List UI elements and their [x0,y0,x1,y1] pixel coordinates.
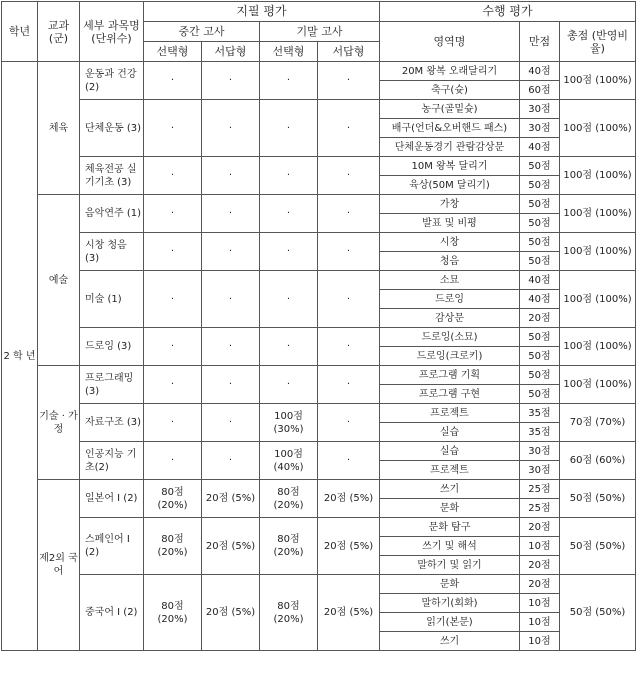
table-row [2,271,636,290]
domain-cell: 프로그램 구현 [380,385,520,404]
full-score-cell: 20점 [520,309,560,328]
midterm-sa-cell: · [202,404,260,442]
header-area: 교과(군) [38,2,80,62]
full-score-cell: 50점 [520,195,560,214]
full-score-cell: 20점 [520,556,560,575]
final-sa-cell: · [318,366,380,404]
final-mc-cell: · [260,62,318,100]
header-fin-mc: 선택형 [260,42,318,62]
domain-cell: 프로그램 기획 [380,366,520,385]
domain-cell: 청음 [380,252,520,271]
full-score-cell: 40점 [520,271,560,290]
subject-cell: 프로그래밍(3) [80,366,144,404]
full-score-cell: 30점 [520,119,560,138]
midterm-sa-cell: · [202,233,260,271]
subject-cell: 일본어 Ⅰ (2) [80,480,144,518]
full-score-cell: 30점 [520,461,560,480]
table-row [2,157,636,176]
table-body [2,62,636,651]
midterm-mc-cell: · [144,366,202,404]
table-row [2,328,636,347]
full-score-cell: 25점 [520,499,560,518]
subject-cell: 미술 (1) [80,271,144,328]
domain-cell: 문화 탐구 [380,518,520,537]
subject-cell: 중국어 Ⅰ (2) [80,575,144,651]
domain-cell: 문화 [380,575,520,594]
midterm-mc-cell: · [144,100,202,157]
full-score-cell: 40점 [520,62,560,81]
domain-cell: 드로잉(소묘) [380,328,520,347]
final-mc-cell: 80점 (20%) [260,575,318,651]
full-score-cell: 50점 [520,347,560,366]
total-cell: 100점 (100%) [560,328,636,366]
grade-cell: 2 학 년 [2,62,38,651]
header-total: 총점 (반영비율) [560,22,636,62]
midterm-sa-cell: · [202,157,260,195]
total-cell: 60점 (60%) [560,442,636,480]
total-cell: 100점 (100%) [560,157,636,195]
header-domain: 영역명 [380,22,520,62]
subject-cell: 자료구조 (3) [80,404,144,442]
table-row [2,195,636,214]
midterm-sa-cell: · [202,366,260,404]
final-sa-cell: · [318,195,380,233]
full-score-cell: 60점 [520,81,560,100]
full-score-cell: 50점 [520,385,560,404]
midterm-mc-cell: 80점 (20%) [144,480,202,518]
final-mc-cell: 100점 (30%) [260,404,318,442]
domain-cell: 말하기 및 읽기 [380,556,520,575]
final-sa-cell: 20점 (5%) [318,575,380,651]
final-mc-cell: 80점 (20%) [260,518,318,575]
subject-cell: 시창 청음 (3) [80,233,144,271]
domain-cell: 실습 [380,442,520,461]
domain-cell: 읽기(본문) [380,613,520,632]
domain-cell: 발표 및 비평 [380,214,520,233]
full-score-cell: 30점 [520,442,560,461]
area-cell: 예술 [38,195,80,366]
header-subject: 세부 과목명 (단위수) [80,2,144,62]
area-cell: 제2외 국어 [38,480,80,651]
full-score-cell: 50점 [520,214,560,233]
area-cell: 체육 [38,62,80,195]
full-score-cell: 40점 [520,290,560,309]
domain-cell: 육상(50M 달리기) [380,176,520,195]
midterm-mc-cell: · [144,195,202,233]
full-score-cell: 10점 [520,613,560,632]
domain-cell: 배구(언더&오버핸드 패스) [380,119,520,138]
full-score-cell: 50점 [520,176,560,195]
midterm-sa-cell: 20점 (5%) [202,518,260,575]
final-mc-cell: · [260,100,318,157]
midterm-mc-cell: · [144,233,202,271]
table-row [2,100,636,119]
table-row [2,442,636,461]
table-row [2,575,636,594]
full-score-cell: 50점 [520,233,560,252]
domain-cell: 드로잉(크로키) [380,347,520,366]
full-score-cell: 10점 [520,632,560,651]
midterm-mc-cell: · [144,157,202,195]
full-score-cell: 20점 [520,575,560,594]
total-cell: 100점 (100%) [560,366,636,404]
total-cell: 50점 (50%) [560,480,636,518]
midterm-mc-cell: 80점 (20%) [144,518,202,575]
header-mid-mc: 선택형 [144,42,202,62]
total-cell: 100점 (100%) [560,233,636,271]
header-grade: 학년 [2,2,38,62]
header-mid-sa: 서답형 [202,42,260,62]
full-score-cell: 40점 [520,138,560,157]
midterm-mc-cell: · [144,404,202,442]
domain-cell: 말하기(회화) [380,594,520,613]
total-cell: 100점 (100%) [560,195,636,233]
table-row [2,366,636,385]
domain-cell: 10M 왕복 달리기 [380,157,520,176]
midterm-sa-cell: · [202,442,260,480]
subject-cell: 음악연주 (1) [80,195,144,233]
final-sa-cell: 20점 (5%) [318,518,380,575]
header-fin-sa: 서답형 [318,42,380,62]
total-cell: 100점 (100%) [560,62,636,100]
domain-cell: 쓰기 [380,632,520,651]
domain-cell: 소묘 [380,271,520,290]
final-sa-cell: 20점 (5%) [318,480,380,518]
final-mc-cell: · [260,328,318,366]
total-cell: 100점 (100%) [560,271,636,328]
header-performance: 수행 평가 [380,2,636,22]
domain-cell: 감상문 [380,309,520,328]
table-row [2,62,636,81]
midterm-mc-cell: · [144,328,202,366]
total-cell: 50점 (50%) [560,575,636,651]
full-score-cell: 35점 [520,404,560,423]
domain-cell: 문화 [380,499,520,518]
midterm-sa-cell: · [202,271,260,328]
subject-cell: 운동과 건강 (2) [80,62,144,100]
final-mc-cell: · [260,195,318,233]
full-score-cell: 20점 [520,518,560,537]
domain-cell: 프로젝트 [380,404,520,423]
final-sa-cell: · [318,404,380,442]
full-score-cell: 35점 [520,423,560,442]
subject-cell: 체육전공 실기기초 (3) [80,157,144,195]
domain-cell: 농구(골밑슛) [380,100,520,119]
final-sa-cell: · [318,233,380,271]
final-mc-cell: · [260,366,318,404]
domain-cell: 쓰기 [380,480,520,499]
domain-cell: 시창 [380,233,520,252]
assessment-table [1,1,636,651]
midterm-sa-cell: · [202,62,260,100]
midterm-mc-cell: · [144,442,202,480]
final-sa-cell: · [318,328,380,366]
full-score-cell: 10점 [520,594,560,613]
full-score-cell: 50점 [520,252,560,271]
full-score-cell: 50점 [520,366,560,385]
midterm-sa-cell: · [202,100,260,157]
final-mc-cell: · [260,271,318,328]
table-row [2,518,636,537]
header-final: 기말 고사 [260,22,380,42]
table-row [2,404,636,423]
final-mc-cell: · [260,233,318,271]
final-sa-cell: · [318,157,380,195]
domain-cell: 가창 [380,195,520,214]
header-written: 지필 평가 [144,2,380,22]
final-sa-cell: · [318,62,380,100]
subject-cell: 단체운동 (3) [80,100,144,157]
domain-cell: 쓰기 및 해석 [380,537,520,556]
table-row [2,480,636,499]
domain-cell: 실습 [380,423,520,442]
final-mc-cell: 100점 (40%) [260,442,318,480]
subject-cell: 스페인어 Ⅰ (2) [80,518,144,575]
midterm-sa-cell: 20점 (5%) [202,480,260,518]
final-mc-cell: 80점 (20%) [260,480,318,518]
header-midterm: 중간 고사 [144,22,260,42]
header-full: 만점 [520,22,560,62]
final-mc-cell: · [260,157,318,195]
total-cell: 70점 (70%) [560,404,636,442]
total-cell: 100점 (100%) [560,100,636,157]
full-score-cell: 30점 [520,100,560,119]
full-score-cell: 50점 [520,157,560,176]
final-sa-cell: · [318,271,380,328]
total-cell: 50점 (50%) [560,518,636,575]
domain-cell: 프로젝트 [380,461,520,480]
full-score-cell: 25점 [520,480,560,499]
full-score-cell: 50점 [520,328,560,347]
subject-cell: 드로잉 (3) [80,328,144,366]
final-sa-cell: · [318,100,380,157]
final-sa-cell: · [318,442,380,480]
midterm-mc-cell: · [144,62,202,100]
area-cell: 기술 · 가정 [38,366,80,480]
midterm-sa-cell: · [202,195,260,233]
domain-cell: 드로잉 [380,290,520,309]
domain-cell: 축구(슛) [380,81,520,100]
midterm-mc-cell: · [144,271,202,328]
midterm-sa-cell: 20점 (5%) [202,575,260,651]
midterm-sa-cell: · [202,328,260,366]
subject-cell: 인공지능 기초(2) [80,442,144,480]
domain-cell: 단체운동경기 관람감상문 [380,138,520,157]
midterm-mc-cell: 80점 (20%) [144,575,202,651]
table-row [2,233,636,252]
domain-cell: 20M 왕복 오래달리기 [380,62,520,81]
full-score-cell: 10점 [520,537,560,556]
